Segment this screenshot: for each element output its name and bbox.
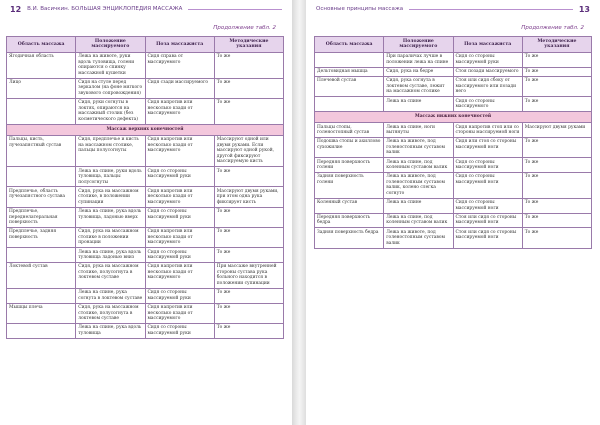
table-cell: Сидя со стороны массируемой ноги bbox=[453, 198, 522, 213]
left-table-continuation: Продолжение табл. 2 bbox=[213, 25, 276, 31]
table-row bbox=[7, 263, 284, 289]
table-cell: Сидя или стоя со стороны массируемой ноги bbox=[453, 137, 522, 157]
column-header: Поза массажиста bbox=[145, 37, 214, 53]
table-cell: Лежа на животе, под голеностопным суставом валик, колено слегка согнуто bbox=[384, 173, 453, 199]
column-header: Область массажа bbox=[315, 37, 384, 53]
table-cell: То же bbox=[522, 137, 591, 157]
table-cell: Сидя напротив стоп или со стороны массируемой ноги bbox=[453, 123, 522, 138]
table-cell: Лежа на животе, под голеностопным суставом валик bbox=[384, 137, 453, 157]
column-header: Методические указания bbox=[214, 37, 283, 53]
table-cell: Сидя напротив или несколько кзади от массируемого bbox=[145, 98, 214, 124]
table-cell: Задняя поверхность голени bbox=[315, 173, 384, 199]
table-cell: То же bbox=[522, 213, 591, 228]
table-cell: Стоя или сидя со стороны массируемой ноги bbox=[453, 213, 522, 228]
left-page-number: 12 bbox=[10, 4, 22, 14]
table-cell: Локтевой сустав bbox=[7, 263, 76, 289]
table-cell: То же bbox=[522, 173, 591, 199]
table-cell: Сидя со стороны массируемой руки bbox=[145, 288, 214, 303]
table-cell: Передняя поверхность голени bbox=[315, 158, 384, 173]
table-cell: Стоя или сидя сбоку от массируемого или позади него bbox=[453, 76, 522, 96]
table-cell bbox=[315, 52, 384, 67]
table-cell: Сидя, рука согнута в локтевом суставе, лежит на массажном столике bbox=[384, 76, 453, 96]
table-cell: То же bbox=[522, 52, 591, 67]
table-cell: То же bbox=[214, 78, 283, 98]
table-cell: То же bbox=[214, 228, 283, 248]
table-cell: Сидя, рука на бедре bbox=[384, 67, 453, 76]
table-cell: При массаже внутренней стороны сустава рука больного находится в положении супинации bbox=[214, 263, 283, 289]
table-row bbox=[7, 52, 284, 78]
table-cell: Сидя, предплечье и кисть на массажном столике, пальцы полусогнуты bbox=[76, 135, 145, 166]
table-cell: Сидя, рука на массажном столике, полусогнута в локтевом суставе bbox=[76, 263, 145, 289]
table-cell: Мышцы плеча bbox=[7, 303, 76, 323]
table-cell: Сидя напротив или несколько кзади от массируемого bbox=[145, 135, 214, 166]
table-cell: Лежа на животе, под голеностопным суставом валик bbox=[384, 228, 453, 248]
table-row bbox=[7, 248, 284, 263]
table-cell: Предплечье, область лучезапястного сустава bbox=[7, 187, 76, 207]
table-cell: То же bbox=[214, 248, 283, 263]
right-table-body bbox=[315, 52, 592, 248]
table-header-row bbox=[7, 37, 284, 53]
table-row bbox=[315, 213, 592, 228]
table-header-row bbox=[315, 37, 592, 53]
table-cell: Сидя со стороны массируемой руки bbox=[453, 52, 522, 67]
table-row bbox=[7, 288, 284, 303]
table-row bbox=[7, 228, 284, 248]
table-cell bbox=[7, 288, 76, 303]
table-cell: То же bbox=[522, 76, 591, 96]
table-cell: Лежа на спине bbox=[384, 97, 453, 112]
table-row bbox=[7, 98, 284, 124]
table-cell: Лежа на животе, руки вдоль туловища, голени опираются о спинку массажной кушетки bbox=[76, 52, 145, 78]
left-table-header bbox=[7, 37, 284, 53]
column-header: Поза массажиста bbox=[453, 37, 522, 53]
column-header: Область массажа bbox=[7, 37, 76, 53]
column-header: Положение массируемого bbox=[76, 37, 145, 53]
table-cell: Стоя позади массируемого bbox=[453, 67, 522, 76]
table-cell: Сидя со стороны массируемой руки bbox=[145, 323, 214, 338]
table-row bbox=[7, 187, 284, 207]
table-cell: Дельтовидная мышца bbox=[315, 67, 384, 76]
table-cell: Сидя справа от массируемого bbox=[145, 52, 214, 78]
table-cell: Массируют двумя руками bbox=[522, 123, 591, 138]
table-cell: Сидя, руки согнуты в локтях, опираются на массажный столик (без косметического дефекта) bbox=[76, 98, 145, 124]
table-row bbox=[7, 323, 284, 338]
table-cell bbox=[315, 97, 384, 112]
table-cell bbox=[7, 248, 76, 263]
right-table-header bbox=[315, 37, 592, 53]
table-cell: Передняя поверхность бедра bbox=[315, 213, 384, 228]
table-cell: Пальцы стопы, голеностопный сустав bbox=[315, 123, 384, 138]
table-row bbox=[7, 135, 284, 166]
table-cell: То же bbox=[214, 52, 283, 78]
table-row bbox=[315, 76, 592, 96]
table-cell: Лежа на спине, рука вдоль туловища, ладонью вверх bbox=[76, 207, 145, 227]
table-cell: Коленный сустав bbox=[315, 198, 384, 213]
table-cell: Лежа на спине, рука согнута в локтевом суставе bbox=[76, 288, 145, 303]
table-cell bbox=[7, 167, 76, 187]
left-table-body bbox=[7, 52, 284, 338]
table-cell: Сидя со стороны массируемой руки bbox=[145, 167, 214, 187]
table-cell: То же bbox=[522, 228, 591, 248]
table-cell: То же bbox=[214, 207, 283, 227]
table-row bbox=[7, 303, 284, 323]
table-row bbox=[315, 123, 592, 138]
table-cell: Сидя со стороны массируемого bbox=[453, 97, 522, 112]
table-cell: Лежа на спине, рука вдоль туловища ладонью вниз bbox=[76, 248, 145, 263]
table-cell: Сидя, рука на массажном столике, в положении супинации bbox=[76, 187, 145, 207]
table-cell: Лежа на спине, ноги вытянуты bbox=[384, 123, 453, 138]
table-cell: Сидя со стороны массируемой руки bbox=[145, 248, 214, 263]
table-row bbox=[315, 198, 592, 213]
table-cell: Задняя поверхность бедра bbox=[315, 228, 384, 248]
table-cell: Сидя со стороны массируемой ноги bbox=[453, 173, 522, 199]
table-cell: Сидя со стороны массируемой ноги bbox=[453, 158, 522, 173]
table-section-row bbox=[315, 111, 592, 122]
left-header-rule bbox=[188, 9, 282, 10]
right-table-continuation: Продолжение табл. 2 bbox=[521, 25, 584, 31]
table-cell: Сидя напротив или несколько кзади от массируемого bbox=[145, 303, 214, 323]
table-cell: Массируют двумя руками, при этом одна рука фиксирует кисть bbox=[214, 187, 283, 207]
table-row bbox=[315, 137, 592, 157]
table-cell: Сидя напротив или несколько кзади от массируемого bbox=[145, 228, 214, 248]
table-cell: Лежа на спине, руки вдоль туловища, пальцы полусогнуты bbox=[76, 167, 145, 187]
table-row bbox=[315, 158, 592, 173]
table-cell: То же bbox=[214, 323, 283, 338]
table-row bbox=[315, 97, 592, 112]
table-cell: Лежа на спине, под коленным суставом валик bbox=[384, 213, 453, 228]
table-cell: При параличах лучше в положении лежа на спине bbox=[384, 52, 453, 67]
table-cell: То же bbox=[214, 303, 283, 323]
table-cell: Ягодичная область bbox=[7, 52, 76, 78]
table-cell: Сидя сзади массируемого bbox=[145, 78, 214, 98]
table-row bbox=[7, 167, 284, 187]
left-running-title: В.И. Васичкин. БОЛЬШАЯ ЭНЦИКЛОПЕДИЯ МАССАЖА bbox=[27, 6, 183, 12]
table-row bbox=[315, 173, 592, 199]
table-section-row bbox=[7, 124, 284, 135]
table-cell: Стоя или сидя со стороны массируемой ноги bbox=[453, 228, 522, 248]
table-cell: Лежа на спине, рука вдоль туловища bbox=[76, 323, 145, 338]
table-cell: Лицо bbox=[7, 78, 76, 98]
table-cell: Сидя напротив или несколько кзади от массируемого bbox=[145, 187, 214, 207]
table-cell: Сидя, рука на массажном столике, полусогнута в локтевом суставе bbox=[76, 303, 145, 323]
table-cell: То же bbox=[214, 98, 283, 124]
table-row bbox=[7, 78, 284, 98]
left-page bbox=[0, 0, 292, 425]
table-cell: Сидя напротив или несколько кзади от массируемого bbox=[145, 263, 214, 289]
book-gutter bbox=[292, 0, 306, 425]
table-cell: То же bbox=[214, 167, 283, 187]
table-row bbox=[315, 228, 592, 248]
table-cell: Сидя со стороны массируемой руки bbox=[145, 207, 214, 227]
table-cell: То же bbox=[522, 97, 591, 112]
table-cell: Подошва стопы и ахиллово сухожилие bbox=[315, 137, 384, 157]
table-cell: Предплечье, переднелатеральная поверхность bbox=[7, 207, 76, 227]
table-row bbox=[315, 52, 592, 67]
right-massage-table bbox=[314, 36, 592, 249]
column-header: Положение массируемого bbox=[384, 37, 453, 53]
table-row bbox=[7, 207, 284, 227]
right-running-title: Основные принципы массажа bbox=[316, 6, 404, 12]
right-running-header bbox=[316, 4, 590, 14]
table-cell: Массируют одной или двумя руками. Если массируют одной рукой, другой фиксируют массируемую кисть bbox=[214, 135, 283, 166]
table-cell bbox=[7, 98, 76, 124]
table-cell: То же bbox=[522, 67, 591, 76]
table-cell: То же bbox=[214, 288, 283, 303]
left-massage-table bbox=[6, 36, 284, 339]
right-page bbox=[306, 0, 600, 425]
table-cell: Сидя, рука на массажном столике в положении пронации bbox=[76, 228, 145, 248]
table-cell: Плечевой сустав bbox=[315, 76, 384, 96]
left-running-header bbox=[10, 4, 282, 14]
table-row bbox=[315, 67, 592, 76]
table-cell: То же bbox=[522, 158, 591, 173]
table-cell: Предплечье, задняя поверхность bbox=[7, 228, 76, 248]
right-page-number: 13 bbox=[578, 4, 590, 14]
table-cell: Пальцы, кисть, лучезапястный сустав bbox=[7, 135, 76, 166]
table-cell: Лежа на спине, под коленным суставом валик bbox=[384, 158, 453, 173]
table-cell: Лежа на спине bbox=[384, 198, 453, 213]
table-cell: То же bbox=[522, 198, 591, 213]
section-title: Массаж нижних конечностей bbox=[315, 111, 592, 122]
column-header: Методические указания bbox=[522, 37, 591, 53]
section-title: Массаж верхних конечностей bbox=[7, 124, 284, 135]
right-header-rule bbox=[409, 9, 573, 10]
table-cell bbox=[7, 323, 76, 338]
table-cell: Сидя на стуле перед зеркалом (на фоне мягкого звукового сопровождения) bbox=[76, 78, 145, 98]
